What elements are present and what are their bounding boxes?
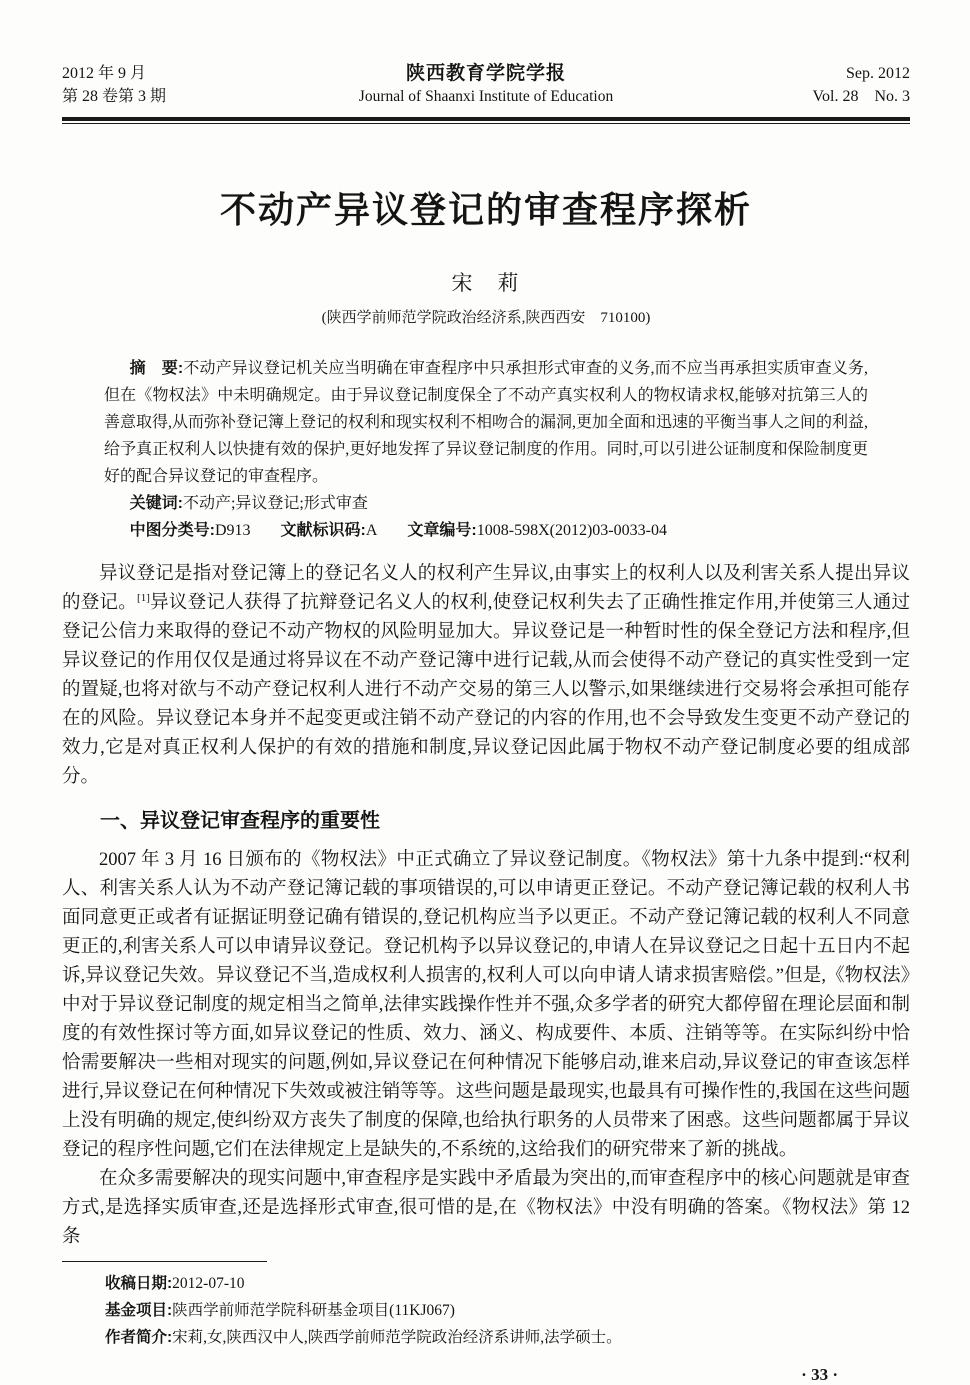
body-paragraph-3: 在众多需要解决的现实问题中,审查程序是实践中矛盾最为突出的,而审查程序中的核心问题就是审查方式,是选择实质审查,还是选择形式审查,很可惜的是,在《物权法》中没有明确的答案。《物权法》第 12 条 [62,1169,910,1247]
received-date-line [105,1270,910,1297]
classification-line [104,517,868,544]
issue-volume-cn: 第 28 卷第 3 期 [62,88,167,105]
keywords-text: 不动产;异议登记;形式审查 [182,495,368,512]
fund-project-value: 陕西学前师范学院科研基金项目(11KJ067) [172,1302,455,1319]
footnote-divider [62,1261,267,1262]
article-title: 不动产异议登记的审查程序探析 [219,189,752,230]
issue-info-cn [62,62,359,108]
received-date-label: 收稿日期: [105,1275,173,1292]
clc-group [130,522,251,539]
doc-code-group [281,522,378,539]
author-name: 宋 莉 [451,271,521,295]
abstract-block [104,355,868,544]
author-bio-label: 作者简介: [105,1329,173,1346]
abstract-label: 摘 要: [129,360,184,377]
page-number: · 33 · [801,1365,838,1384]
article-id-group [407,522,667,539]
fund-project-label: 基金项目: [105,1302,173,1319]
footnote-ref-1: [1] [137,591,150,604]
fund-project-line [105,1297,910,1324]
header-rule [62,117,910,124]
doc-code-label: 文献标识码: [280,522,366,539]
issue-info-en [613,62,910,108]
journal-masthead [359,62,613,108]
doc-code-value: A [365,522,378,539]
journal-header [62,62,910,108]
article-id-value: 1008-598X(2012)03-0033-04 [476,522,667,539]
issue-date-cn: 2012 年 9 月 [62,65,147,82]
received-date-value: 2012-07-10 [172,1275,245,1292]
clc-label: 中图分类号: [129,522,215,539]
journal-title-cn: 陕西教育学院学报 [405,63,566,84]
footnotes-block [105,1270,910,1351]
issue-volume-en: Vol. 28 No. 3 [812,88,910,105]
author-bio-line [105,1324,910,1351]
keywords-line [104,490,868,517]
article-id-label: 文章编号: [407,522,477,539]
body-paragraph-1 [62,560,910,792]
abstract-paragraph [104,355,868,490]
author-affiliation: (陕西学前师范学院政治经济系,陕西西安 710100) [321,310,651,326]
clc-value: D913 [214,522,251,539]
para1-text-post: 异议登记人获得了抗辩登记名义人的权利,使登记权利失去了正确性推定作用,并使第三人通过登记公信力来取得的登记不动产物权的风险明显加大。异议登记是一种暂时性的保全登记方法和程序,但异议登记的作用仅仅是通过将异议在不动产登记簿中进行记载,从而会使得不动产登记的真实性受到一定的置疑,也将对欲与不动产登记权利人进行不动产交易的第三人以警示,如果继续进行交易将会承担可能存在的风险。异议登记本身并不起变更或注销不动产登记的内容的作用,也不会导致发生变更不动产登记的效力,它是对真正权利人保护的有效的措施和制度,异议登记因此属于物权不动产登记制度必要的组成部分。 [62,593,910,787]
body-paragraph-2: 2007 年 3 月 16 日颁布的《物权法》中正式确立了异议登记制度。《物权法》第十九条中提到:“权利人、利害关系人认为不动产登记簿记载的事项错误的,可以申请更正登记。不动产登记簿记载的权利人书面同意更正或者有证据证明登记确有错误的,登记机构应当予以更正。不动产登记簿记载的权利人不同意更正的,利害关系人可以申请异议登记。登记机构予以异议登记的,申请人在异议登记之日起十五日内不起诉,异议登记失效。异议登记不当,造成权利人损害的,权利人可以向申请人请求损害赔偿。”但是,《物权法》中对于异议登记制度的规定相当之简单,法律实践操作性并不强,众多学者的研究大都停留在理论层面和制度的有效性探讨等方面,如异议登记的性质、效力、涵义、构成要件、本质、注销等等。在实际纠纷中恰恰需要解决一些相对现实的问题,例如,异议登记在何种情况下能够启动,谁来启动,异议登记的审查该怎样进行,异议登记在何种情况下失效或被注销等等。这些问题是最现实,也最具有可操作性的,我国在这些问题上没有明确的规定,使纠纷双方丧失了制度的保障,也给执行职务的人员带来了困惑。这些问题都属于异议登记的程序性问题,它们在法律规定上是缺失的,不系统的,这给我们的研究带来了新的挑战。 [62,850,910,1160]
journal-title-en: Journal of Shaanxi Institute of Education [358,88,614,105]
keywords-label: 关键词: [129,495,183,512]
article-body [62,560,910,1252]
para1-text-pre: 异议登记是指对登记簿上的登记名义人的权利产生异议,由事实上的权利人以及利害关系人提出异议的登记。 [62,564,910,613]
issue-date-en: Sep. 2012 [846,65,910,82]
section-heading-1: 一、异议登记审查程序的重要性 [100,810,380,832]
abstract-text: 不动产异议登记机关应当明确在审查程序中只承担形式审查的义务,而不应当再承担实质审查义务,但在《物权法》中未明确规定。由于异议登记制度保全了不动产真实权利人的物权请求权,能够对抗第三人的善意取得,从而弥补登记簿上登记的权利和现实权利不相吻合的漏洞,更加全面和迅速的平衡当事人之间的利益,给予真正权利人以快捷有效的保护,更好地发挥了异议登记制度的作用。同时,可以引进公证制度和保险制度更好的配合异议登记的审查程序。 [104,360,869,485]
author-bio-value: 宋莉,女,陕西汉中人,陕西学前师范学院政治经济系讲师,法学硕士。 [172,1329,622,1346]
